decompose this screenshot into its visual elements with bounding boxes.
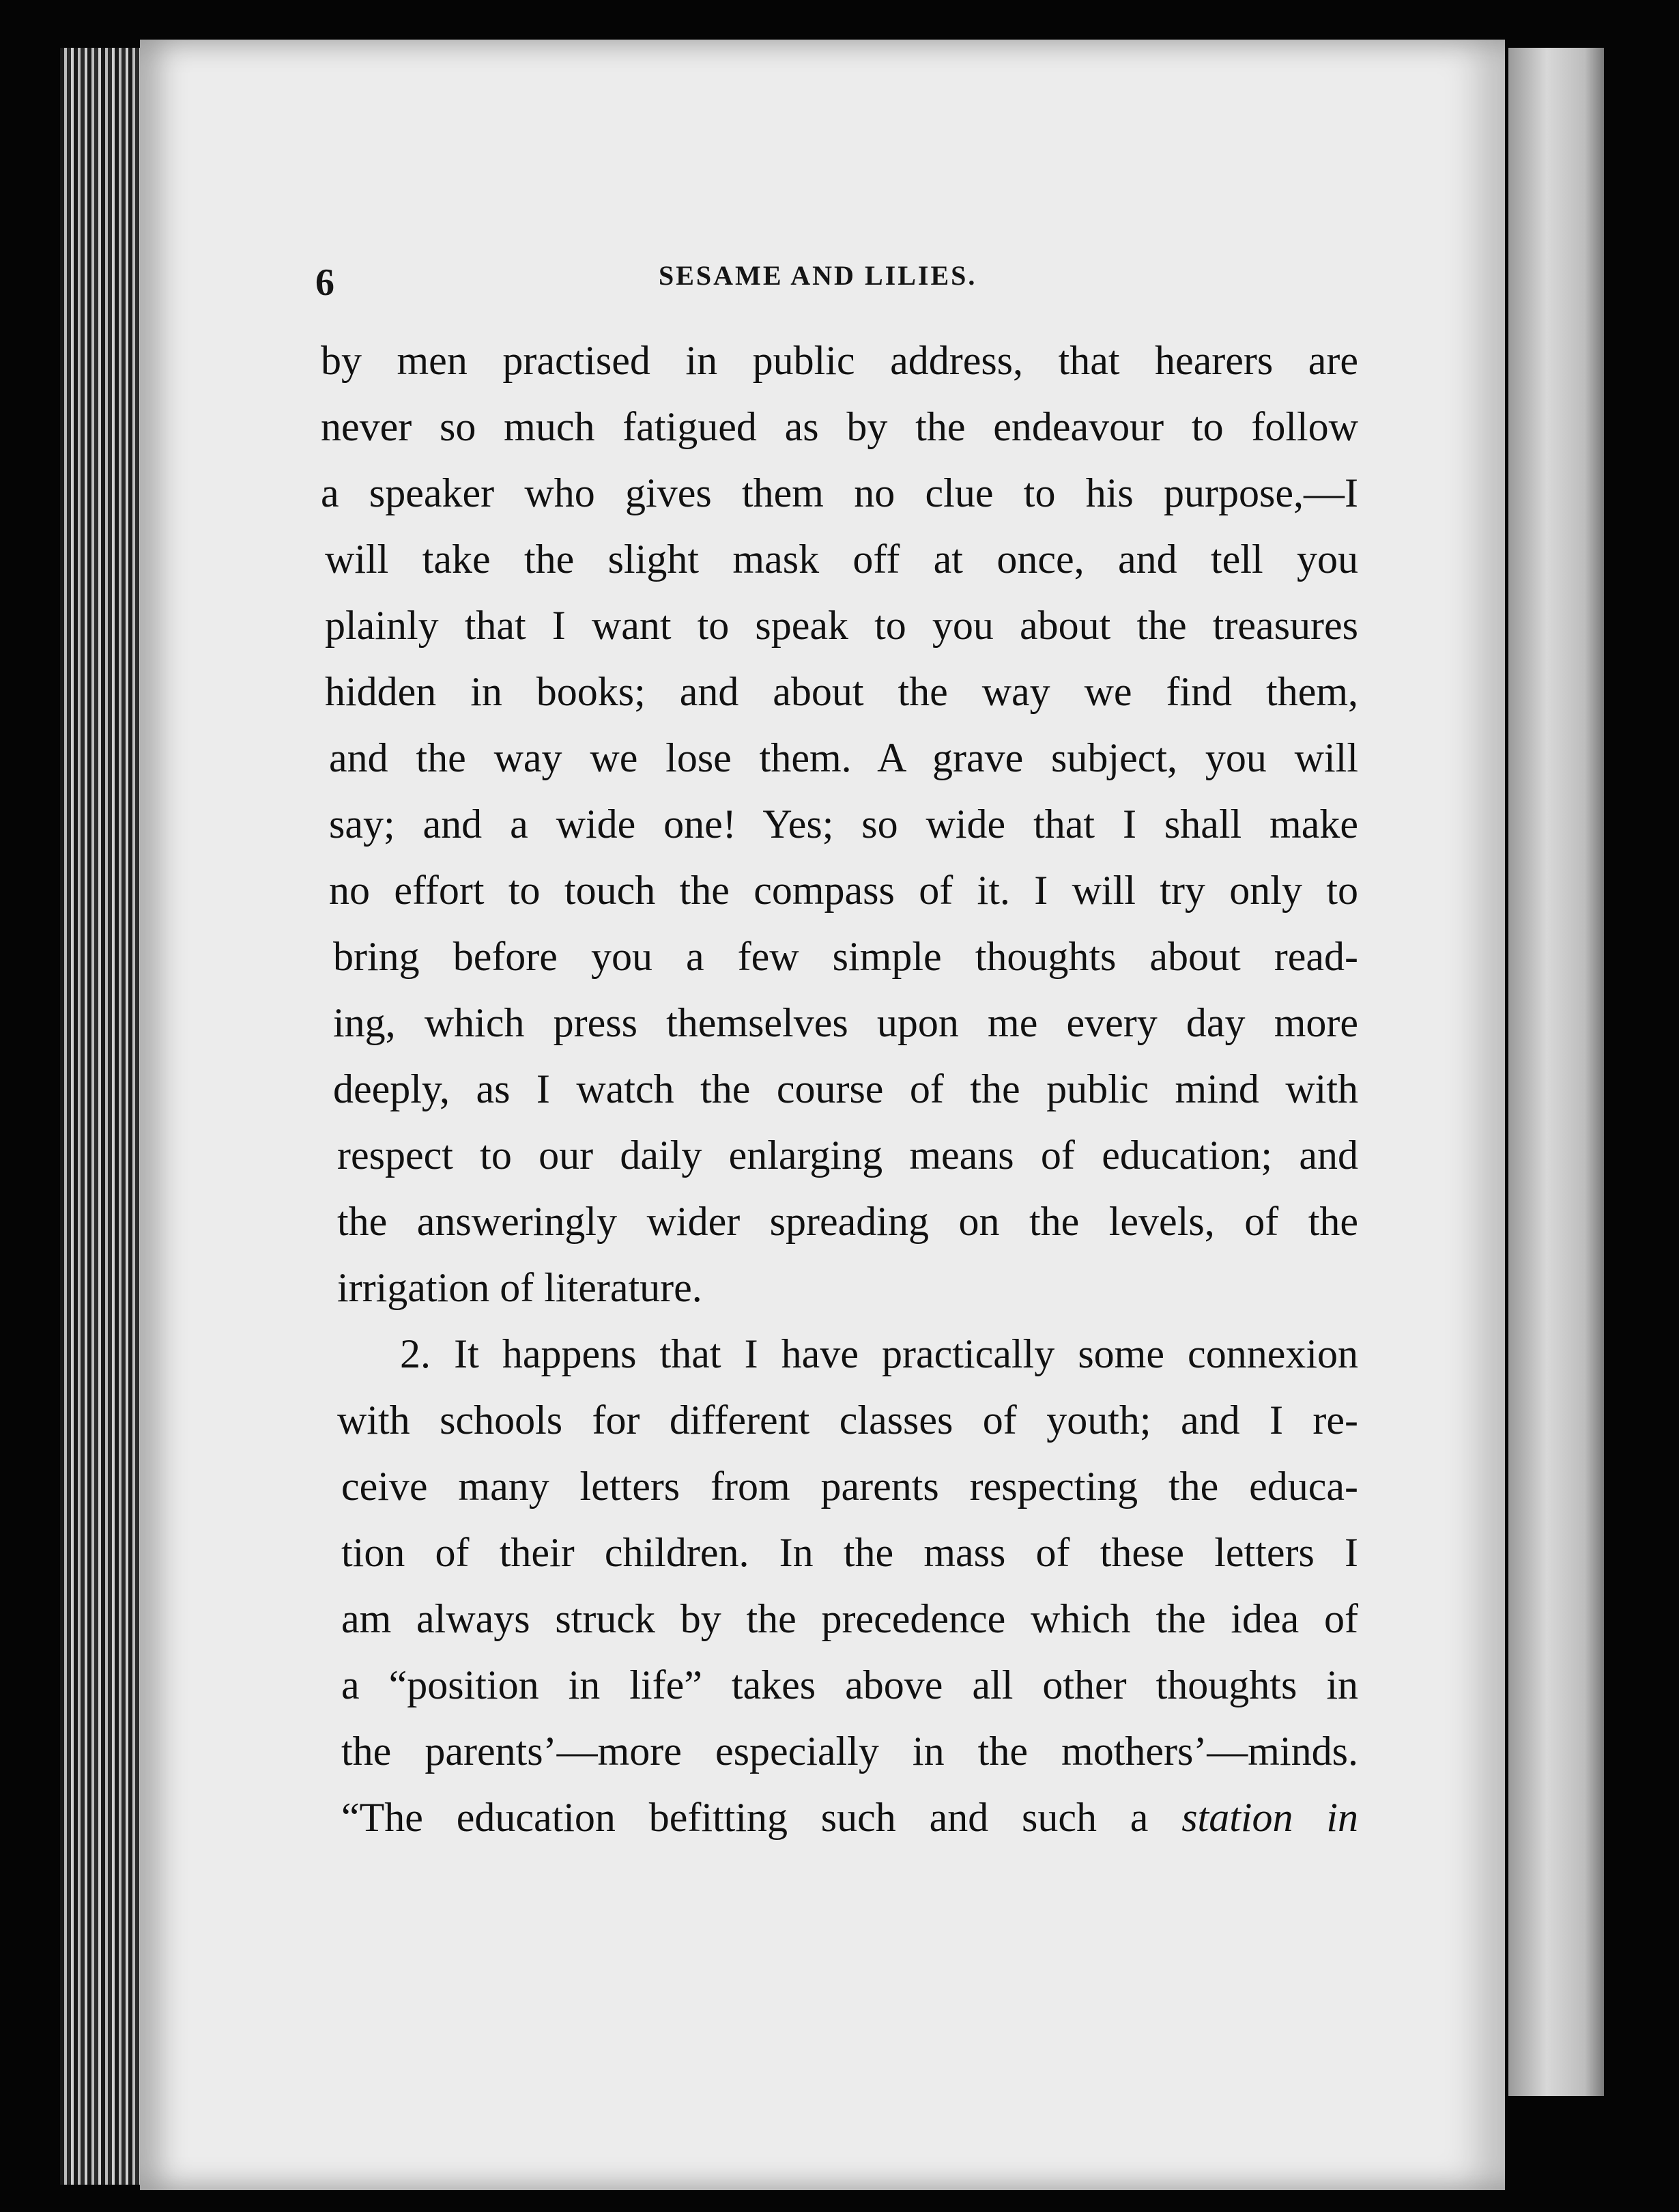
final-line-italic: station in bbox=[1181, 1795, 1359, 1840]
text-line: by men practised in public address, that hearers are bbox=[321, 338, 1358, 383]
paragraph-start-line: 2. It happens that I have practically some connexion bbox=[400, 1331, 1358, 1376]
text-line: ing, which press themselves upon me every day more bbox=[333, 1000, 1358, 1045]
body-text bbox=[321, 328, 1358, 1851]
facing-page-edge bbox=[1508, 48, 1604, 2096]
running-head: SESAME AND LILIES. bbox=[659, 260, 977, 291]
text-line: no effort to touch the compass of it. I will try only to bbox=[329, 868, 1358, 913]
text-line: the answeringly wider spreading on the levels, of the bbox=[337, 1199, 1358, 1244]
text-line: tion of their children. In the mass of these letters I bbox=[341, 1530, 1358, 1575]
text-line: am always struck by the precedence which the idea of bbox=[341, 1596, 1358, 1641]
final-line-roman: “The education befitting such and such a bbox=[341, 1795, 1149, 1840]
text-line: the parents’—more especially in the mothers’—minds. bbox=[341, 1729, 1358, 1774]
text-line: irrigation of literature. bbox=[337, 1265, 702, 1310]
text-line: plainly that I want to speak to you about the treasures bbox=[325, 603, 1358, 648]
text-line: bring before you a few simple thoughts about read- bbox=[333, 934, 1358, 979]
text-line: with schools for different classes of youth; and I re- bbox=[337, 1398, 1358, 1443]
text-line: hidden in books; and about the way we find them, bbox=[325, 669, 1358, 714]
book-left-edge bbox=[60, 48, 142, 2185]
text-line: say; and a wide one! Yes; so wide that I shall make bbox=[329, 802, 1358, 847]
text-line: a speaker who gives them no clue to his purpose,—I bbox=[321, 470, 1358, 515]
text-line-final bbox=[341, 1785, 1358, 1851]
text-line: and the way we lose them. A grave subject, you will bbox=[329, 735, 1358, 780]
text-line: ceive many letters from parents respecting the educa- bbox=[341, 1464, 1358, 1509]
text-line: never so much fatigued as by the endeavour to follow bbox=[321, 404, 1358, 449]
text-line: will take the slight mask off at once, and tell you bbox=[325, 537, 1358, 582]
page-number: 6 bbox=[315, 261, 334, 304]
text-line: deeply, as I watch the course of the public mind with bbox=[333, 1066, 1358, 1111]
text-line: respect to our daily enlarging means of education; and bbox=[337, 1133, 1358, 1178]
text-line: a “position in life” takes above all other thoughts in bbox=[341, 1662, 1358, 1707]
